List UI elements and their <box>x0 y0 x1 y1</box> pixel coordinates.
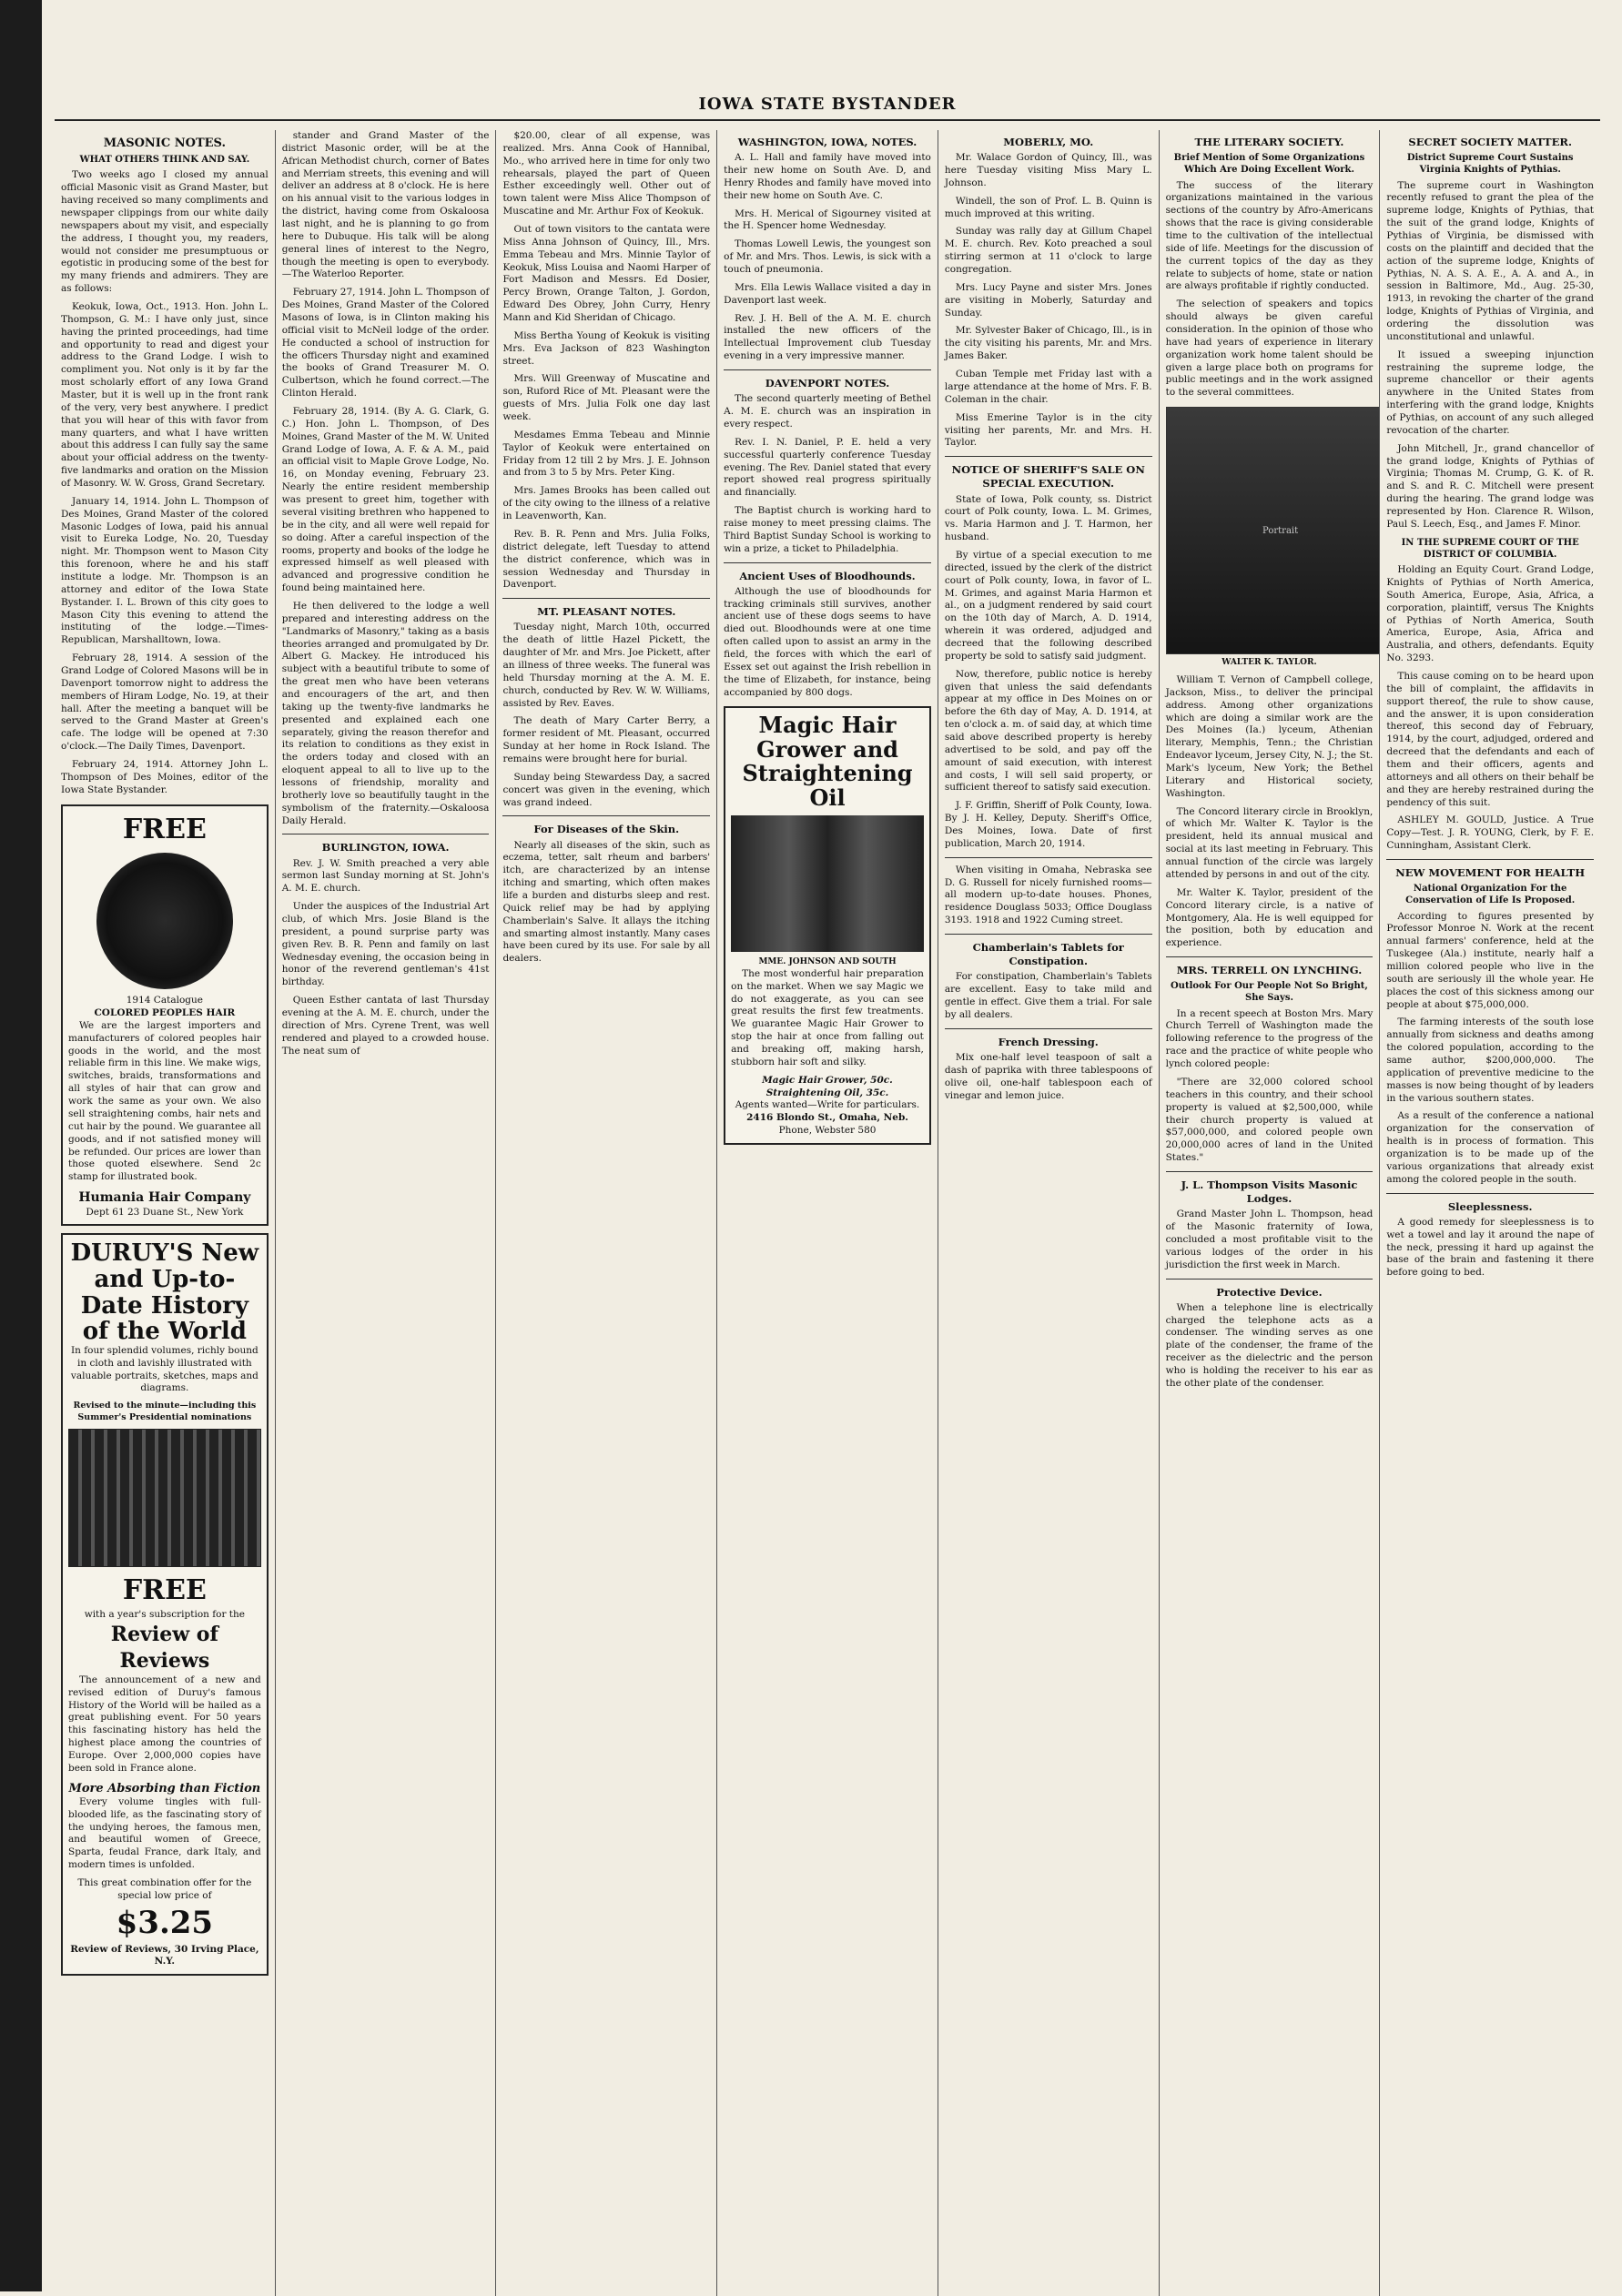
magic-ad-title: Magic Hair Grower and Straightening Oil <box>742 712 913 811</box>
article-paragraph: A. L. Hall and family have moved into their new home on South Ave. D, and Henry Rhodes and family have moved into their new home on South Ave. C. <box>724 152 931 201</box>
magic-ad-caption: MME. JOHNSON AND SOUTH <box>758 957 897 967</box>
article-paragraph: January 14, 1914. John L. Thompson of Des Moines, Grand Master of the colored Masonic Lodges of Iowa, paid his annual visit to Eureka Lodge, No. 20, Tuesday night. Mr. Thompson went to Mason City this forenoon, where he and his staff institute a lodge. Mr. Thompson is an attorney and editor of the Iowa State Bystander. I. L. Brown of this city goes to Mason City this evening to attend the instituting of the lodge.—Times-Republican, Marshalltown, Iowa. <box>61 495 269 646</box>
magic-ad-body: The most wonderful hair preparation on the market. When we say Magic we do not exaggerate, as you can see great results the first few treatments. We guarantee Magic Hair Grower to stop the hair at once from falling out and breaking off, making harsh, stubborn hair soft and silky. <box>731 967 924 1067</box>
article-paragraph: ASHLEY M. GOULD, Justice. A True Copy—Test. J. R. YOUNG, Clerk, by F. E. Cunningham, Assistant Clerk. <box>1386 814 1595 852</box>
duruy-ad-price: $3.25 <box>116 1904 214 1941</box>
divider <box>724 369 931 370</box>
article-paragraph: J. F. Griffin, Sheriff of Polk County, Iowa. By J. H. Kelley, Deputy. Sheriff's Office, Des Moines, Iowa. Date of first publication, March 20, 1914. <box>944 800 1152 849</box>
article-paragraph: When a telephone line is electrically charged the telephone acts as a condenser. The winding serves as one plate of the condenser, the frame of the receiver as the dielectric and the person who is holding the receiver to his ear as the other plate of the condenser. <box>1165 1301 1374 1389</box>
article-paragraph: As a result of the conference a national organization for the conservation of health is in process of formation. This organization is to be made up of the various organizations that already exist among the colored people in the south. <box>1386 1110 1595 1185</box>
column-4 <box>717 130 938 2296</box>
article-paragraph: Sunday was rally day at Gillum Chapel M. E. church. Rev. Koto preached a soul stirring sermon at 11 o'clock to large congregation. <box>944 226 1152 276</box>
article-paragraph: The success of the literary organizations maintained in the various sections of the country by Afro-Americans shows that the race is giving considerable time to the cultivation of the intellectual side of life. Meetings for the discussion of the current topics of the day as they relate to subjects of home, state or nation are always profitable if rightly conducted. <box>1165 179 1374 292</box>
article-paragraph: Although the use of bloodhounds for tracking criminals still survives, another ancient use of these dogs seems to have died out. Bloodhounds were at one time often called upon to assist an army in the field, the forces with which the earl of Essex set out against the Irish rebellion in the time of Elizabeth, for instance, being accompanied by 800 dogs. <box>724 585 931 698</box>
article-paragraph: $20.00, clear of all expense, was realized. Mrs. Anna Cook of Hannibal, Mo., who arrived here in time for only two rehearsals, played the part of Queen Esther exceedingly well. Other out of town talent were Miss Alice Thompson of Muscatine and Mr. Arthur Fox of Keokuk. <box>502 130 711 217</box>
duruy-ad-subtitle: In four splendid volumes, richly bound in cloth and lavishly illustrated with valuable portraits, sketches, maps and diagrams. <box>70 1344 259 1394</box>
hair-ad-address: Dept 61 23 Duane St., New York <box>86 1206 244 1218</box>
article-paragraph: February 28, 1914. (By A. G. Clark, G. C.) Hon. John L. Thompson, of Des Moines, Grand Master of the M. W. United Grand Lodge of Iowa, A. F. & A. M., paid an official visit to Maple Grove Lodge, No. 16, on Monday evening, February 23. Nearly the entire resident membership was present to greet him, together with several visiting brethren who happened to be in the city, and all were well repaid for so doing. After a careful inspection of the rooms, property and books of the lodge he expressed himself as well pleased with advanced and progressive condition he found being maintained here. <box>281 406 490 594</box>
article-paragraph: Holding an Equity Court. Grand Lodge, Knights of Pythias of North America, South America, Europe, Asia, Africa, a corporation, plaintiff, versus The Knights of Pythias of North America, South America, Europe, Asia, Africa and Australia, and others, defendants. Equity No. 3293. <box>1386 564 1595 664</box>
article-paragraph: Keokuk, Iowa, Oct., 1913. Hon. John L. Thompson, G. M.: I have only just, since having the printed proceedings, had time and opportunity to read and digest your address to the Grand Lodge. I wish to compliment you. Not only is it by far the most scholarly effort of any Iowa Grand Master, but it is well up in the front rank of the very, very best anywhere. I predict that you will hear of this with favor from many quarters, and what I have written about this address I can fully say the same about your official address on the twenty-five landmarks and oration on the Mission of Masonry. W. W. Gross, Grand Secretary. <box>61 300 269 489</box>
divider <box>502 598 710 599</box>
hair-company-ad <box>61 804 269 1227</box>
article-paragraph: Mr. Walter K. Taylor, president of the Concord literary circle, is a native of Montgomery, Ala. He is well equipped for the position, both by education and experience. <box>1165 886 1374 949</box>
article-paragraph: Grand Master John L. Thompson, head of the Masonic fraternity of Iowa, concluded a most profitable visit to the various lodges of the order in his jurisdiction the first week in March. <box>1165 1209 1374 1270</box>
article-paragraph: The farming interests of the south lose annually from sickness and deaths among the colored population, according to the same author, $200,000,000. The application of preventive medicine to the masses is now being thought of by leaders in the various southern states. <box>1386 1017 1595 1104</box>
article-paragraph: William T. Vernon of Campbell college, Jackson, Miss., to deliver the principal address. Among other organizations which are doing a similar work are the Des Moines (Ia.) lyceum, Athenian literary, Memphis, Tenn.; the Christian Endeavor lyceum, Jersey City, N. J.; the St. Mark's lyceum, New York; the Bethel Literary and Historical society, Washington. <box>1165 674 1374 799</box>
article-paragraph: Sunday being Stewardess Day, a sacred concert was given in the evening, which was grand indeed. <box>502 771 711 808</box>
burlington-title: BURLINGTON, IOWA. <box>321 841 450 855</box>
article-paragraph: Under the auspices of the Industrial Art club, of which Mrs. Josie Bland is the president, a pound surprise party was given Rev. B. R. Penn and family on last Wednesday evening, the occasion being in honor of the reverend gentleman's 41st birthday. <box>281 901 490 988</box>
duruy-ad-price-line: This great combination offer for the special low price of <box>77 1876 252 1901</box>
article-paragraph: Mix one-half level teaspoon of salt a dash of paprika with three tablespoons of olive oil, one-half tablespoon each of vinegar and lemon juice. <box>944 1052 1152 1101</box>
hair-ad-catalogue: 1914 Catalogue <box>126 995 203 1006</box>
duruy-ad-body-2: Every volume tingles with full-blooded life, as the fascinating story of the undying heroes, the famous men, and beautiful women of Greece, Sparta, feudal France, dark Italy, and modern times is unfolded. <box>68 1795 261 1871</box>
mt-pleasant-title: MT. PLEASANT NOTES. <box>537 605 676 619</box>
portrait-caption: WALTER K. TAYLOR. <box>1222 658 1317 668</box>
magic-ad-photo <box>731 815 924 952</box>
french-dressing-title: French Dressing. <box>998 1035 1099 1048</box>
duruy-ad-review: Review of Reviews <box>110 1622 218 1673</box>
divider <box>1386 859 1594 860</box>
sleeplessness-title: Sleeplessness. <box>1447 1199 1533 1213</box>
column-1 <box>55 130 276 2296</box>
article-paragraph: stander and Grand Master of the district Masonic order, will be at the African Methodist church, corner of Bates and Merriam streets, this evening and will deliver an address at 8 o'clock. He is here on his annual visit to the various lodges in the district, having come from Oskaloosa last night, and he is planning to go from here to Dubuque. His talk will be along general lines of interest to the Negro, though the meeting is open to everybody.—The Waterloo Reporter. <box>281 130 490 280</box>
duruy-ad-free: FREE <box>122 1574 207 1607</box>
article-paragraph: Mr. Sylvester Baker of Chicago, Ill., is in the city visiting his parents, Mr. and Mrs. James Baker. <box>944 325 1152 362</box>
article-paragraph: The second quarterly meeting of Bethel A. M. E. church was an inspiration in every respect. <box>724 393 931 430</box>
divider <box>945 1028 1152 1029</box>
article-paragraph: "There are 32,000 colored school teachers in this country, and their school property is valued at $2,500,000, while their church property is valued at $57,000,000, and colored people own 20,000,000 acres of land in the United States." <box>1165 1076 1374 1164</box>
hair-ad-company: Humania Hair Company <box>78 1190 251 1206</box>
article-paragraph: Cuban Temple met Friday last with a large attendance at the home of Mrs. F. B. Coleman in the chair. <box>944 369 1152 405</box>
protective-device-title: Protective Device. <box>1216 1285 1323 1299</box>
hair-ad-free: FREE <box>122 813 207 845</box>
literary-society-title: THE LITERARY SOCIETY. <box>1194 136 1344 148</box>
article-paragraph: For constipation, Chamberlain's Tablets are excellent. Easy to take mild and gentle in effect. Give them a trial. For sale by all dealers. <box>944 971 1152 1020</box>
duruy-ad-more: More Absorbing than Fiction <box>68 1781 261 1795</box>
divider <box>945 934 1152 935</box>
omaha-rooms-notice: When visiting in Omaha, Nebraska see D. G. Russell for nicely furnished rooms—all modern up-to-date houses. Phones, residence Douglass 5033; Office Douglass 3193. 1918 and 1922 Cuming street. <box>944 864 1152 926</box>
column-3 <box>496 130 717 2296</box>
divider <box>1166 1171 1374 1172</box>
article-paragraph: The supreme court in Washington recently refused to grant the plea of the supreme lodge, Knights of Pythias, that the suit of the grand lodge, Knights of Pythias of Virginia, be dismissed with costs on the plaintiff and decided that the action of the supreme lodge, Knights of Pythias, N. A. S. A. E., A. A. and A., in session in Baltimore, Md., Aug. 25-30, 1913, in revoking the charter of the grand lodge, Knights of Pythias of Virginia, and ordering the dissolution was unconstitutional and unlawful. <box>1386 179 1595 342</box>
duruy-ad-title: DURUY'S New and Up-to-Date History of the World <box>70 1239 259 1346</box>
article-paragraph: Rev. J. H. Bell of the A. M. E. church installed the new officers of the Intellectual Improvement club Tuesday evening in a very impressive manner. <box>724 312 931 362</box>
literary-society-subtitle: Brief Mention of Some Organizations Which Are Doing Excellent Work. <box>1173 153 1365 176</box>
article-paragraph: Queen Esther cantata of last Thursday evening at the A. M. E. church, under the direction of Mrs. Cyrene Trent, was well rendered and played to a crowded house. The neat sum of <box>281 995 490 1057</box>
article-paragraph: The death of Mary Carter Berry, a former resident of Mt. Pleasant, occurred Sunday at her home in Rock Island. The remains were brought here for burial. <box>502 715 711 764</box>
article-paragraph: Miss Bertha Young of Keokuk is visiting Mrs. Eva Jackson of 823 Washington street. <box>502 329 711 367</box>
column-6 <box>1160 130 1381 2296</box>
books-illustration <box>68 1429 261 1567</box>
article-paragraph: He then delivered to the lodge a well prepared and interesting address on the "Landmarks of Masonry," taking as a basis theories arranged and promulgated by Dr. Albert G. Mackey. He introduced his subject with a beautiful tribute to some of the great men who have been veterans and encouragers of the art, and then taking up the twenty-five landmarks he presented and explained each one separately, giving the reason therefor and its relation to conditions as they exist in the orders today and closed with an eloquent appeal to all to live up to the lessons of friendship, morality and brotherly love so beautifully taught in the symbolism of the fraternity.—Oskaloosa Daily Herald. <box>281 600 490 826</box>
article-paragraph: According to figures presented by Professor Monroe N. Work at the recent annual farmers' conference, held at the Tuskegee (Ala.) institute, nearly half a million colored people who live in the south are seriously ill the whole year. He places the cost of this sickness among our people at about $75,000,000. <box>1386 910 1595 1010</box>
article-paragraph: Rev. I. N. Daniel, P. E. held a very successful quarterly conference Tuesday evening. The Rev. Daniel stated that every report showed real progress spiritually and financially. <box>724 436 931 499</box>
page-binding-edge <box>0 0 42 2291</box>
article-paragraph: It issued a sweeping injunction restraining the supreme lodge, the supreme chancellor or their agents anywhere in the United States from interfering with the grand lodge, Knights of Pythias, on account of any such alleged revocation of the charter. <box>1386 349 1595 436</box>
article-paragraph: Mrs. H. Merical of Sigourney visited at the H. Spencer home Wednesday. <box>724 207 931 232</box>
hair-ad-illustration <box>96 853 233 989</box>
article-paragraph: The selection of speakers and topics should always be given careful consideration. In the opinion of those who have had years of experience in literary organization work home talent should be given a large place both on programs for public meetings and in the work assigned to the several committees. <box>1165 298 1374 399</box>
chamberlain-title: Chamberlain's Tablets for Constipation. <box>972 941 1124 968</box>
column-5 <box>938 130 1160 2296</box>
duruy-history-ad <box>61 1233 269 1976</box>
moberly-title: MOBERLY, MO. <box>1003 136 1094 148</box>
article-paragraph: By virtue of a special execution to me directed, issued by the clerk of the district court of Polk county, Iowa, in favor of L. M. Grimes, and against Maria Harmon et al., on a judgment rendered by said court on the 10th day of March, A. D. 1914, wherein it was ordered, adjudged and decreed that the following described property be sold to satisfy said judgment. <box>944 550 1152 662</box>
terrell-lynching-subtitle: Outlook For Our People Not So Bright, She Says. <box>1170 981 1368 1004</box>
article-paragraph: Mr. Walace Gordon of Quincy, Ill., was here Tuesday visiting Miss Mary L. Johnson. <box>944 152 1152 188</box>
divider <box>1386 1193 1594 1194</box>
thompson-lodges-title: J. L. Thompson Visits Masonic Lodges. <box>1181 1178 1358 1206</box>
article-paragraph: Out of town visitors to the cantata were Miss Anna Johnson of Quincy, Ill., Mrs. Emma Tebeau and Mrs. Minnie Taylor of Keokuk, Miss Louisa and Naomi Harper of Fort Madison and Messrs. Ed Dosier, Percy Brown, Orange Talton, J. Gordon, Edward Des Obrey, John Curry, Henry Mann and Kid Sheridan of Chicago. <box>502 224 711 324</box>
article-paragraph: Rev. J. W. Smith preached a very able sermon last Sunday morning at St. John's A. M. E. church. <box>281 857 490 895</box>
columns <box>55 130 1600 2296</box>
divider <box>945 857 1152 858</box>
divider <box>1166 956 1374 957</box>
article-paragraph: Nearly all diseases of the skin, such as eczema, tetter, salt rheum and barbers' itch, are characterized by an intense itching and smarting, which often makes life a burden and disturbs sleep and rest. Quick relief may be had by applying Chamberlain's Salve. It allays the itching and smarting almost instantly. Many cases have been cured by its use. For sale by all dealers. <box>502 839 711 965</box>
divider <box>724 562 931 563</box>
health-movement-subtitle: National Organization For the Conservation of Life Is Proposed. <box>1405 884 1576 906</box>
duruy-ad-revised: Revised to the minute—including this Summer's Presidential nominations <box>73 1401 257 1422</box>
article-paragraph: Mrs. Ella Lewis Wallace visited a day in Davenport last week. <box>724 281 931 306</box>
column-7 <box>1380 130 1600 2296</box>
column-2 <box>276 130 497 2296</box>
article-paragraph: John Mitchell, Jr., grand chancellor of the grand lodge, Knights of Pythias of Virginia; Thomas M. Crump, G. K. of R. and S. and R. C. Mitchell were present during the hearing. The grand lodge was represented by Hon. Clarence R. Wilson, Paul S. Leech, Esq., and James F. Minor. <box>1386 442 1595 530</box>
magic-hair-grower-ad <box>724 706 931 1145</box>
secret-society-title: SECRET SOCIETY MATTER. <box>1408 136 1572 148</box>
bloodhounds-title: Ancient Uses of Bloodhounds. <box>739 569 916 582</box>
article-paragraph: Mrs. Lucy Payne and sister Mrs. Jones are visiting in Moberly, Saturday and Sunday. <box>944 281 1152 319</box>
article-paragraph: The Concord literary circle in Brooklyn, of which Mr. Walter K. Taylor is the president, held its annual musical and social at its last meeting in February. This annual function of the circle was largely attended by persons in and out of the city. <box>1165 805 1374 880</box>
article-paragraph: February 24, 1914. Attorney John L. Thompson of Des Moines, editor of the Iowa State Bystander. <box>61 759 269 795</box>
portrait-label: Portrait <box>1262 525 1299 536</box>
article-paragraph: Mrs. Will Greenway of Muscatine and son, Ruford Rice of Mt. Pleasant were the guests of Mrs. Julia Folk one day last week. <box>502 373 711 423</box>
washington-notes-title: WASHINGTON, IOWA, NOTES. <box>737 136 917 148</box>
article-paragraph: In a recent speech at Boston Mrs. Mary Church Terrell of Washington made the following reference to the progress of the race and the practice of white people who lynch colored people: <box>1165 1007 1374 1070</box>
skin-diseases-title: For Diseases of the Skin. <box>533 823 680 836</box>
magic-ad-agents: Agents wanted—Write for particulars. <box>735 1099 920 1111</box>
article-paragraph: Tuesday night, March 10th, occurred the death of little Hazel Pickett, the daughter of Mr. and Mrs. Joe Pickett, after an illness of three weeks. The funeral was held Thursday morning at the A. M. E. church, conducted by Rev. W. W. Williams, assisted by Rev. Eaves. <box>502 622 711 709</box>
masthead: IOWA STATE BYSTANDER <box>55 87 1600 121</box>
article-paragraph: Mrs. James Brooks has been called out of the city owing to the illness of a relative in Leavenworth, Kan. <box>502 485 711 522</box>
article-paragraph: February 27, 1914. John L. Thompson of Des Moines, Grand Master of the Colored Masons of Iowa, is in Clinton making his official visit to McNeil lodge of the order. He conducted a school of instruction for the officers Thursday night and examined the books of Grand Treasurer M. O. Culbertson, which he found correct.—The Clinton Herald. <box>281 287 490 400</box>
magic-ad-phone: Phone, Webster 580 <box>778 1125 877 1137</box>
duruy-ad-body: The announcement of a new and revised edition of Duruy's famous History of the World will be hailed as a great publishing event. For 50 years this fascinating history has held the highest place among the countries of Europe. Over 2,000,000 copies have been sold in France alone. <box>68 1674 261 1774</box>
hair-ad-title: COLORED PEOPLES HAIR <box>94 1007 236 1019</box>
secret-society-subtitle: District Supreme Court Sustains Virginia Knights of Pythias. <box>1406 153 1574 176</box>
article-paragraph: A good remedy for sleeplessness is to wet a towel and lay it around the nape of the neck, pressing it hard up against the base of the brain and fastening it there before going to bed. <box>1386 1216 1595 1279</box>
davenport-notes-title: DAVENPORT NOTES. <box>765 377 890 390</box>
duruy-ad-with: with a year's subscription for the <box>84 1608 246 1620</box>
article-paragraph: February 28, 1914. A session of the Grand Lodge of Colored Masons will be in Davenport tomorrow night to address the members of Hiram Lodge, No. 19, at their hall. After the meeting a banquet will be served to the Grand Master at Green's cafe. The lodge will be opened at 7:30 o'clock.—The Daily Times, Davenport. <box>61 652 269 753</box>
masonic-notes-title: MASONIC NOTES. <box>103 137 226 150</box>
masonic-notes-subtitle: WHAT OTHERS THINK AND SAY. <box>79 155 250 166</box>
magic-ad-address: 2416 Blondo St., Omaha, Neb. <box>746 1112 908 1124</box>
article-paragraph: Thomas Lowell Lewis, the youngest son of Mr. and Mrs. Thos. Lewis, is sick with a touch of pneumonia. <box>724 238 931 276</box>
article-paragraph: Two weeks ago I closed my annual official Masonic visit as Grand Master, but having received so many compliments and newspaper clippings from our white daily newspapers about my visit, and especially the address, I thought you, my readers, would not consider me presumptuous or egotistic in producing some of the best for my many friends and admirers. They are as follows: <box>61 169 269 295</box>
divider <box>502 815 710 816</box>
article-paragraph: State of Iowa, Polk county, ss. District court of Polk county, Iowa. L. M. Grimes, vs. Maria Harmon and J. T. Harmon, her husband. <box>944 493 1152 543</box>
article-paragraph: Miss Emerine Taylor is in the city visiting her parents, Mr. and Mrs. H. Taylor. <box>944 411 1152 449</box>
duruy-ad-address: Review of Reviews, 30 Irving Place, N.Y. <box>70 1943 259 1967</box>
article-paragraph: This cause coming on to be heard upon the bill of complaint, the affidavits in support thereof, the rule to show cause, and the answer, it is upon consideration thereof, this second day of February, 1914, by the court, adjudged, ordered and decreed that the defendants and each of them and their officers, agents and attorneys and all others on their behalf be and they are hereby restrained during the pendency of this suit. <box>1386 671 1595 808</box>
terrell-lynching-title: MRS. TERRELL ON LYNCHING. <box>1176 964 1363 977</box>
article-paragraph: The Baptist church is working hard to raise money to meet pressing claims. The Third Baptist Sunday School is working to win a prize, a ticket to Philadelphia. <box>724 505 931 554</box>
article-paragraph: Rev. B. R. Penn and Mrs. Julia Folks, district delegate, left Tuesday to attend the district conference, which was in session Wednesday and Thursday in Davenport. <box>502 528 711 591</box>
article-paragraph: Mesdames Emma Tebeau and Minnie Taylor of Keokuk were entertained on Friday from 12 till 2 by Mrs. J. E. Johnson and from 3 to 5 by Mrs. Peter King. <box>502 429 711 479</box>
article-paragraph: Windell, the son of Prof. L. B. Quinn is much improved at this writing. <box>944 195 1152 219</box>
sheriff-sale-title: NOTICE OF SHERIFF'S SALE ON SPECIAL EXECUTION. <box>951 463 1145 491</box>
magic-ad-prices: Magic Hair Grower, 50c. Straightening Oil, 35c. <box>762 1074 893 1098</box>
supreme-court-title: IN THE SUPREME COURT OF THE DISTRICT OF COLUMBIA. <box>1401 537 1579 560</box>
walter-taylor-portrait <box>1166 407 1381 654</box>
hair-ad-body: We are the largest importers and manufacturers of colored peoples hair goods in the world, and the most reliable firm in this line. We make wigs, switches, braids, transformations and all styles of hair that can grow and work the same as your own. We also sell straightening combs, hair nets and cut hair by the pound. We guarantee all goods, and if not satisfied money will be refunded. Our prices are lower than those quoted elsewhere. Send 2c stamp for illustrated book. <box>68 1019 261 1183</box>
health-movement-title: NEW MOVEMENT FOR HEALTH <box>1395 866 1586 880</box>
article-paragraph: Now, therefore, public notice is hereby given that unless the said defendants appear at my office in Des Moines on or before the 6th day of May, A. D. 1914, at ten o'clock a. m. of said day, at which time said above described property is hereby advertised to be sold, and pay off the amount of said execution, with interest and costs, I will sell said property, or sufficient thereof to satisfy said execution. <box>944 668 1152 794</box>
divider <box>945 456 1152 457</box>
